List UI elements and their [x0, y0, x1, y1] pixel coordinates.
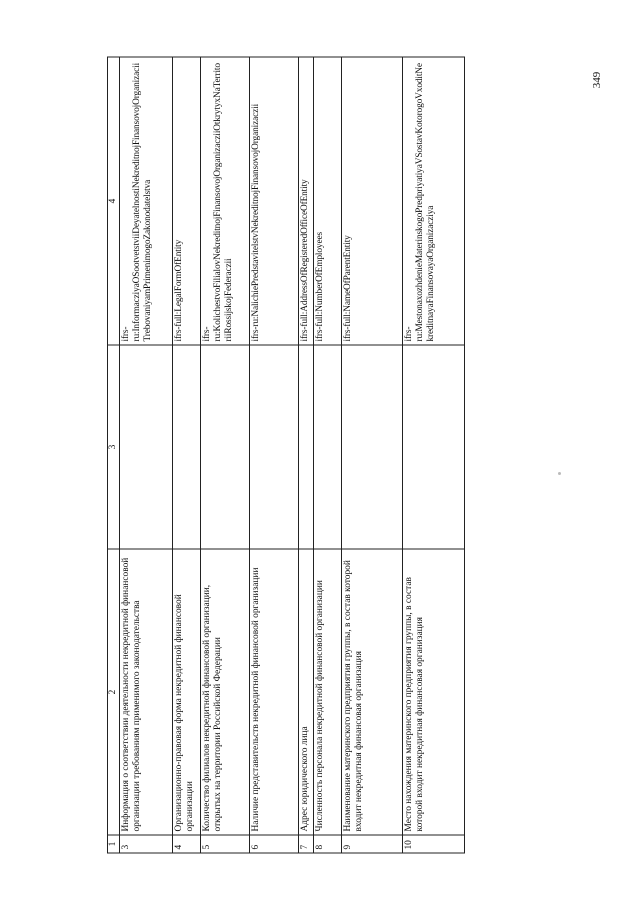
row-number: 7 [298, 835, 313, 853]
table-header-row [108, 57, 120, 853]
row-code: ifrs-ru:InformacziyaOSootvetstviiDeyatelnostiNekreditnojFinansovojOrganizaciiTrebovaniyamPrimenimogoZakonodatelstva [120, 57, 173, 345]
row-name: Количество филиалов некредитной финансовой организации, открытых на территории Российской Федерации [200, 549, 249, 835]
row-col3 [173, 345, 201, 549]
row-code: ifrs-ru:MestonaxozhdenieMaterinskogoPredpriyatiyaVSostavKotorogoVxoditNekreditnayaFinansovayaOrganizacziya [403, 57, 465, 345]
table-row [403, 57, 465, 853]
header-col-2: 2 [108, 549, 120, 835]
row-code: ifrs-full:AddressOfRegisteredOfficeOfEntity [298, 57, 313, 345]
table-row [200, 57, 249, 853]
row-number: 4 [173, 835, 201, 853]
row-number: 6 [249, 835, 298, 853]
table-row [313, 57, 341, 853]
row-number: 10 [403, 835, 465, 853]
table-row [120, 57, 173, 853]
row-name: Наименование материнского предприятия группы, в состав которой входит некредитная финансовая организация [341, 549, 403, 835]
header-col-3: 3 [108, 345, 120, 549]
row-code: ifrs-ru:KolichestvoFilialovNekreditnojFinansovojOrganizacziiOtkrytyxNaTerritoriiRossijskojFederaczii [200, 57, 249, 345]
page-number: 349 [591, 71, 603, 89]
row-number: 5 [200, 835, 249, 853]
row-col3 [298, 345, 313, 549]
table-container [107, 57, 465, 853]
row-name: Информация о соответствии деятельности некредитной финансовой организации требованиям применимого законодательства [120, 549, 173, 835]
row-col3 [249, 345, 298, 549]
row-col3 [403, 345, 465, 549]
row-number: 8 [313, 835, 341, 853]
row-name: Наличие представительств некредитной финансовой организации [249, 549, 298, 835]
row-code: ifrs-ru:NalichiePredstavitelstvNekreditnojFinansovojOrganizaczii [249, 57, 298, 345]
table-row [341, 57, 403, 853]
header-col-4: 4 [108, 57, 120, 345]
row-code: ifrs-full:NameOfParentEntity [341, 57, 403, 345]
row-name: Место нахождения материнского предприятия группы, в состав которой входит некредитная финансовая организация [403, 549, 465, 835]
header-col-1: 1 [108, 835, 120, 853]
table-row [249, 57, 298, 853]
scan-speck [558, 472, 561, 475]
row-number: 9 [341, 835, 403, 853]
row-col3 [120, 345, 173, 549]
row-code: ifrs-full:NumberOfEmployees [313, 57, 341, 345]
row-name: Численность персонала некредитной финансовой организации [313, 549, 341, 835]
row-col3 [200, 345, 249, 549]
row-name: Адрес юридического лица [298, 549, 313, 835]
data-table [107, 57, 465, 854]
row-name: Организационно-правовая форма некредитной финансовой организации [173, 549, 201, 835]
table-row [173, 57, 201, 853]
row-col3 [341, 345, 403, 549]
row-col3 [313, 345, 341, 549]
table-row [298, 57, 313, 853]
row-number: 3 [120, 835, 173, 853]
row-code: ifrs-full:LegalFormOfEntity [173, 57, 201, 345]
